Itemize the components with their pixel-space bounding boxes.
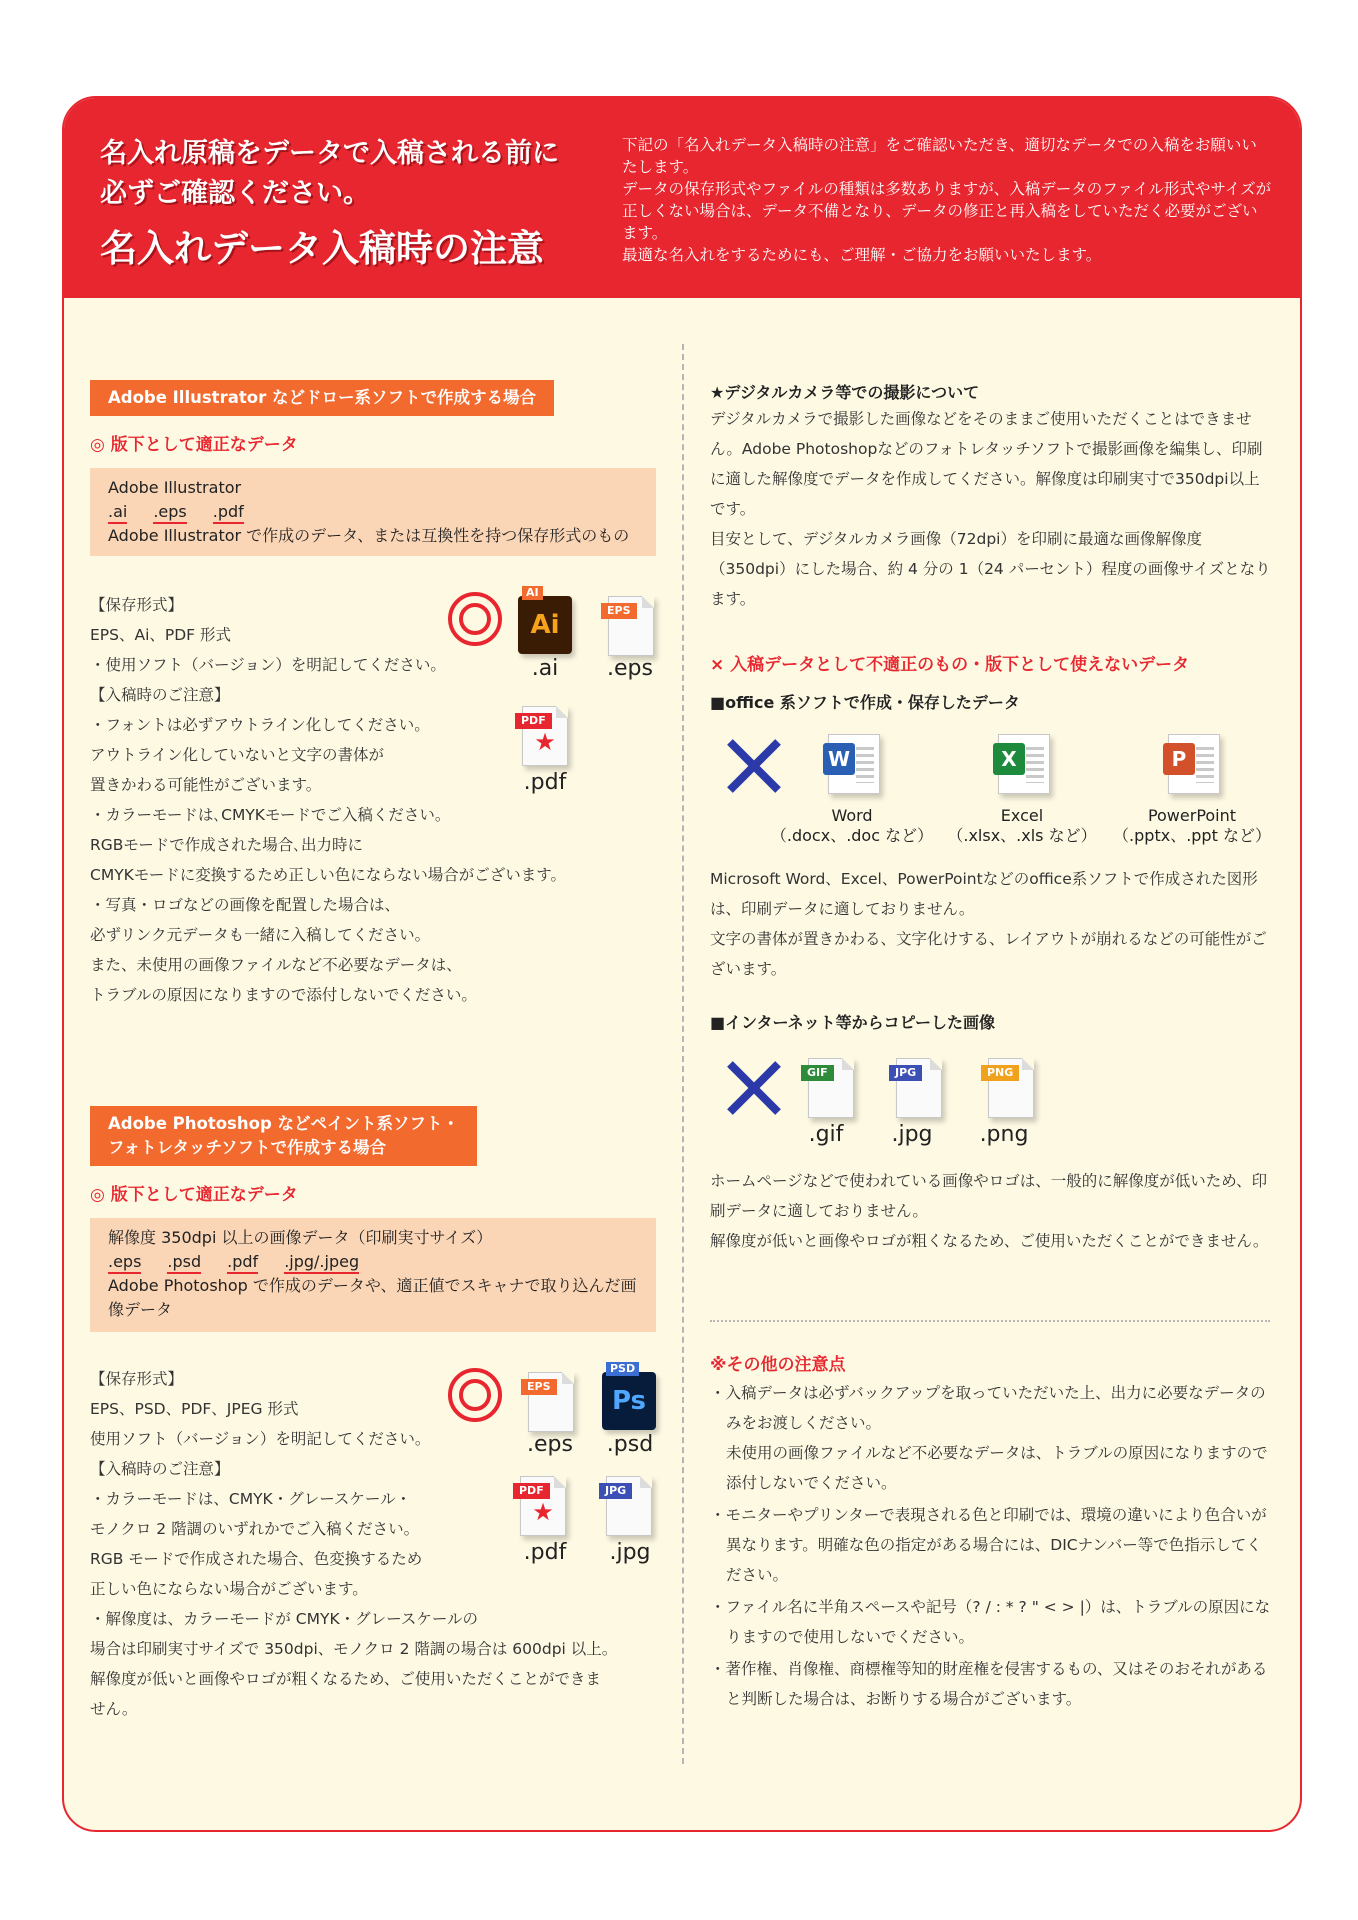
text-line: せん。 xyxy=(90,1700,138,1718)
jpg-ext-label: .jpg xyxy=(609,1540,651,1565)
excel-file-icon xyxy=(998,734,1050,794)
pdf-ext-label: .pdf xyxy=(523,770,567,795)
photoshop-box-title: 解像度 350dpi 以上の画像データ（印刷実寸サイズ） xyxy=(108,1228,493,1247)
excel-letter: X xyxy=(993,743,1025,775)
text-line: トラブルの原因になりますので添付しないでください。 xyxy=(90,986,477,1004)
text-line: ・フォントは必ずアウトライン化してください。 xyxy=(90,716,430,734)
psd-badge: PSD xyxy=(606,1362,639,1376)
eps-badge: EPS xyxy=(601,603,637,619)
powerpoint-label: PowerPoint （.pptx、.ppt など） xyxy=(1113,806,1271,845)
x-mark-icon xyxy=(726,1060,782,1116)
text-line: デジタルカメラで撮影した画像などをそのままご使用いただくことはできません。Adobe Photoshopなどのフォトレタッチソフトで撮影画像を編集し、印刷に適した解像度でデータを作成してください。解像度は印刷実寸で350dpi以上です。 xyxy=(710,410,1263,518)
photoshop-section-label: Adobe Photoshop などペイント系ソフト・ フォトレタッチソフトで作成する場合 xyxy=(90,1106,477,1166)
eps-badge: EPS xyxy=(521,1379,557,1395)
x-mark-icon xyxy=(726,738,782,794)
word-label: Word （.docx、.doc など） xyxy=(770,806,934,845)
text-line: 解像度が低いと画像やロゴが粗くなるため、ご使用いただくことができま xyxy=(90,1670,601,1688)
text-line: ・入稿データは必ずバックアップを取っていただいた上、出力に必要なデータのみをお渡しください。 未使用の画像ファイルなど不必要なデータは、トラブルの原因になりますので添付しないでください。 xyxy=(710,1384,1268,1492)
ai-badge: AI xyxy=(522,586,543,600)
text-line: EPS、Ai、PDF 形式 xyxy=(90,626,232,644)
column-divider xyxy=(682,344,684,1764)
text-line: ・カラーモードは、CMYK・グレースケール・ xyxy=(90,1490,412,1508)
header-desc-line: 下記の「名入れデータ入稿時の注意」をご確認いただき、適切なデータでの入稿をお願いいたします。 xyxy=(622,136,1257,176)
ext-tag: .psd xyxy=(167,1252,201,1274)
header-description xyxy=(622,134,1272,266)
photoshop-format-box xyxy=(90,1218,656,1332)
ai-ext-label: .ai xyxy=(531,656,559,681)
pdf-file-icon xyxy=(522,706,568,766)
text-line: ・解像度は、カラーモードが CMYK・グレースケールの xyxy=(90,1610,479,1628)
ps-glyph: Ps xyxy=(611,1386,647,1416)
text-line: RGBモードで作成された場合､出力時に xyxy=(90,836,364,854)
eps-ext-label: .eps xyxy=(527,1432,573,1457)
illustrator-format-box xyxy=(90,468,656,556)
internet-body xyxy=(710,1166,1272,1256)
png-ext-label: .png xyxy=(979,1122,1029,1147)
acrobat-icon: ★ xyxy=(532,1498,554,1526)
text-line: モノクロ 2 階調のいずれかでご入稿ください。 xyxy=(90,1520,420,1538)
psd-ext-label: .psd xyxy=(606,1432,654,1457)
text-line: ・使用ソフト（バージョン）を明記してください。 xyxy=(90,656,446,674)
text-line: 【保存形式】 xyxy=(90,596,184,614)
text-line: ・モニターやプリンターで表現される色と印刷では、環境の違いにより色合いが異なります。明確な色の指定がある場合には、DICナンバー等で色指示してください。 xyxy=(710,1506,1267,1584)
illustrator-file-icon xyxy=(518,586,572,654)
text-line: ・カラーモードは､CMYKモードでご入稿ください。 xyxy=(90,806,451,824)
gif-ext-label: .gif xyxy=(808,1122,844,1147)
word-letter: W xyxy=(823,743,855,775)
section-separator xyxy=(710,1320,1270,1322)
header-subtitle: 名入れ原稿をデータで入稿される前に 必ずご確認ください。 xyxy=(100,138,559,209)
text-line: 目安として、デジタルカメラ画像（72dpi）を印刷に最適な画像解像度（350dpi）にした場合、約 4 分の 1（24 パーセント）程度の画像サイズとなります。 xyxy=(710,530,1271,608)
jpg-badge: JPG xyxy=(599,1483,632,1499)
png-badge: PNG xyxy=(981,1065,1019,1081)
text-line: 【保存形式】 xyxy=(90,1370,184,1388)
text-line: 文字の書体が置きかわる、文字化けする、レイアウトが崩れるなどの可能性がございます。 xyxy=(710,930,1267,978)
other-notes-body xyxy=(710,1378,1272,1714)
camera-body xyxy=(710,404,1272,614)
illustrator-body xyxy=(90,590,656,1010)
text-line: 必ずリンク元データも一緒に入稿してください。 xyxy=(90,926,431,944)
excel-label: Excel （.xlsx、.xls など） xyxy=(947,806,1097,845)
photoshop-box-note: Adobe Photoshop で作成のデータや、適正値でスキャナで取り込んだ画像データ xyxy=(108,1276,637,1319)
text-line: ・写真・ロゴなどの画像を配置した場合は、 xyxy=(90,896,401,914)
header-desc-line: データの保存形式やファイルの種類は多数ありますが、入稿データのファイル形式やサイズが正しくない場合は、データ不備となり、データの修正と再入稿をしていただく必要がございます。 xyxy=(622,180,1272,242)
text-line: 【入稿時のご注意】 xyxy=(90,1460,230,1478)
ext-tag: .pdf xyxy=(227,1252,258,1274)
text-line: RGB モードで作成された場合、色変換するため xyxy=(90,1550,423,1568)
double-circle-icon xyxy=(448,592,502,646)
gif-badge: GIF xyxy=(801,1065,834,1081)
photoshop-suitable-heading: ◎ 版下として適正なデータ xyxy=(90,1185,298,1205)
text-line: CMYKモードに変換するため正しい色にならない場合がございます。 xyxy=(90,866,566,884)
text-line: ・ファイル名に半角スペースや記号（? / : * ? " < > |）は、トラブルの原因になりますので使用しないでください。 xyxy=(710,1598,1271,1646)
text-line: 正しい色にならない場合がございます。 xyxy=(90,1580,368,1598)
jpg-ext-label: .jpg xyxy=(891,1122,933,1147)
header-desc-line: 最適な名入れをするためにも、ご理解・ご協力をお願いいたします。 xyxy=(622,246,1102,264)
internet-heading: ■インターネット等からコピーした画像 xyxy=(710,1013,996,1032)
header-title: 名入れデータ入稿時の注意 xyxy=(100,227,544,270)
notice-card xyxy=(62,96,1302,1832)
text-line: 使用ソフト（バージョン）を明記してください。 xyxy=(90,1430,431,1448)
office-heading: ■office 系ソフトで作成・保存したデータ xyxy=(710,693,1020,712)
word-file-icon xyxy=(828,734,880,794)
powerpoint-letter: P xyxy=(1163,743,1195,775)
ext-tag: .pdf xyxy=(213,502,244,524)
pdf-badge: PDF xyxy=(515,713,552,729)
illustrator-ext-list xyxy=(108,500,638,524)
photoshop-file-icon xyxy=(602,1362,656,1430)
ext-tag: .ai xyxy=(108,502,127,524)
illustrator-suitable-heading: ◎ 版下として適正なデータ xyxy=(90,435,298,455)
text-line: EPS、PSD、PDF、JPEG 形式 xyxy=(90,1400,299,1418)
text-line: 置きかわる可能性がございます。 xyxy=(90,776,322,794)
ext-tag: .eps xyxy=(153,502,186,524)
png-file-icon xyxy=(988,1058,1034,1118)
text-line: 解像度が低いと画像やロゴが粗くなるため、ご使用いただくことができません。 xyxy=(710,1232,1269,1250)
powerpoint-file-icon xyxy=(1168,734,1220,794)
office-body xyxy=(710,864,1272,984)
camera-heading: ★デジタルカメラ等での撮影について xyxy=(710,383,980,402)
jpg-file-icon xyxy=(896,1058,942,1118)
pdf-ext-label: .pdf xyxy=(523,1540,567,1565)
other-notes-heading: ※その他の注意点 xyxy=(710,1355,846,1375)
photoshop-ext-list xyxy=(108,1250,638,1274)
pdf-badge: PDF xyxy=(513,1483,550,1499)
text-line: ホームページなどで使われている画像やロゴは、一般的に解像度が低いため、印刷データに適しておりません。 xyxy=(710,1172,1268,1220)
header-banner xyxy=(64,98,1300,298)
double-circle-icon xyxy=(448,1368,502,1422)
illustrator-section-label: Adobe Illustrator などドロー系ソフトで作成する場合 xyxy=(90,380,554,416)
eps-ext-label: .eps xyxy=(607,656,653,681)
illustrator-box-note: Adobe Illustrator で作成のデータ、または互換性を持つ保存形式のもの xyxy=(108,526,630,545)
text-line: また、未使用の画像ファイルなど不必要なデータは、 xyxy=(90,956,462,974)
text-line: ・著作権、肖像権、商標権等知的財産権を侵害するもの、又はそのおそれがあると判断した場合は、お断りする場合がございます。 xyxy=(710,1660,1268,1708)
ai-glyph: Ai xyxy=(530,610,560,640)
text-line: 【入稿時のご注意】 xyxy=(90,686,230,704)
pdf-file-icon xyxy=(520,1476,566,1536)
ext-tag: .jpg/.jpeg xyxy=(284,1252,359,1274)
gif-file-icon xyxy=(808,1058,854,1118)
eps-file-icon xyxy=(528,1372,574,1432)
text-line: 場合は印刷実寸サイズで 350dpi、モノクロ 2 階調の場合は 600dpi 以上。 xyxy=(90,1640,618,1658)
unsuitable-heading: × 入稿データとして不適正のもの・版下として使えないデータ xyxy=(710,655,1190,675)
text-line: Microsoft Word、Excel、PowerPointなどのoffice系ソフトで作成された図形は、印刷データに適しておりません。 xyxy=(710,870,1258,918)
jpg-badge: JPG xyxy=(889,1065,922,1081)
eps-file-icon xyxy=(608,596,654,656)
ext-tag: .eps xyxy=(108,1252,141,1274)
acrobat-icon: ★ xyxy=(534,728,556,756)
jpg-file-icon xyxy=(606,1476,652,1536)
text-line: アウトライン化していないと文字の書体が xyxy=(90,746,385,764)
illustrator-box-title: Adobe Illustrator xyxy=(108,478,242,497)
